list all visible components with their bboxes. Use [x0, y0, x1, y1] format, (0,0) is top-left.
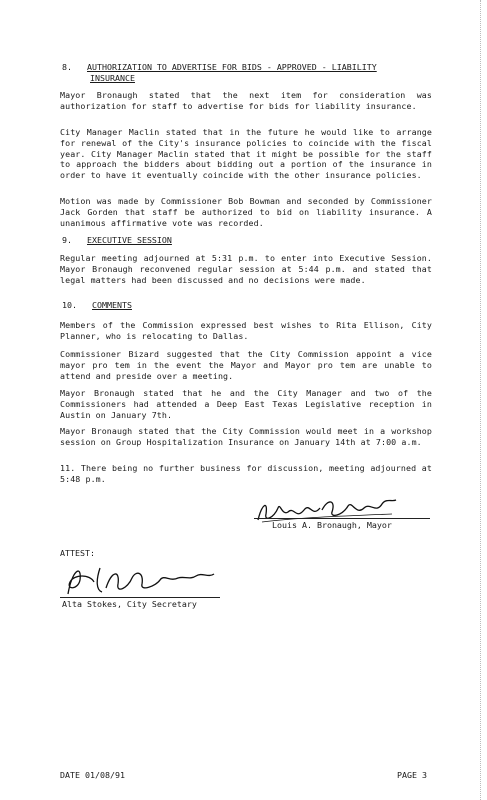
- section-9-number: 9.: [62, 235, 72, 245]
- section-8-number: 8.: [62, 62, 72, 72]
- paragraph-workshop: Mayor Bronaugh stated that the City Commission would meet in a workshop session on Group Hospitalization Insurance on January 14th at 7:00 a.m.: [60, 426, 432, 447]
- secretary-signature-line: [60, 597, 220, 598]
- footer-page: PAGE 3: [397, 770, 427, 780]
- attest-label: ATTEST:: [60, 548, 95, 558]
- mayor-name: Louis A. Bronaugh, Mayor: [272, 520, 392, 530]
- paragraph-bids-item: Mayor Bronaugh stated that the next item for consideration was authorization for staff to advertise for bids for liability insurance.: [60, 90, 432, 111]
- footer-date: DATE 01/08/91: [60, 770, 125, 780]
- section-10-number: 10.: [62, 300, 77, 310]
- section-10-heading: [62, 300, 434, 311]
- paragraph-best-wishes: Members of the Commission expressed best wishes to Rita Ellison, City Planner, who is relocating to Dallas.: [60, 320, 432, 341]
- section-8-title-line1: AUTHORIZATION TO ADVERTISE FOR BIDS - APPROVED - LIABILITY: [87, 62, 377, 72]
- mayor-signature-line: [254, 518, 430, 519]
- paragraph-motion: Motion was made by Commissioner Bob Bowman and seconded by Commissioner Jack Gorden that staff be authorized to bid on liability insurance. A unanimous affirmative vote was recorded.: [60, 196, 432, 228]
- section-9-heading: [62, 235, 434, 246]
- secretary-name: Alta Stokes, City Secretary: [62, 599, 197, 609]
- scan-edge: [480, 0, 487, 800]
- paragraph-adjournment: 11. There being no further business for discussion, meeting adjourned at 5:48 p.m.: [60, 463, 432, 484]
- paragraph-city-manager: City Manager Maclin stated that in the future he would like to arrange for renewal of the City's insurance policies to coincide with the fiscal year. City Manager Maclin stated that it might be possible for the staff to approach the bidders about bidding out a portion of the insurance in order to have it eventually coincide with the other insurance policies.: [60, 127, 432, 181]
- section-8-title-line2: INSURANCE: [90, 72, 135, 83]
- section-8-heading: [62, 62, 434, 84]
- paragraph-vice-mayor: Commissioner Bizard suggested that the City Commission appoint a vice mayor pro tem in the event the Mayor and Mayor pro tem are unable to attend and preside over a meeting.: [60, 349, 432, 381]
- section-10-title: COMMENTS: [92, 300, 132, 310]
- section-9-title: EXECUTIVE SESSION: [87, 235, 172, 245]
- paragraph-reception: Mayor Bronaugh stated that he and the City Manager and two of the Commissioners had attended a Deep East Texas Legislative reception in Austin on January 7th.: [60, 388, 432, 420]
- paragraph-executive-session: Regular meeting adjourned at 5:31 p.m. to enter into Executive Session. Mayor Bronaugh reconvened regular session at 5:44 p.m. and stated that legal matters had been discussed and no decisions were made.: [60, 253, 432, 285]
- secretary-signature-image: [60, 560, 220, 600]
